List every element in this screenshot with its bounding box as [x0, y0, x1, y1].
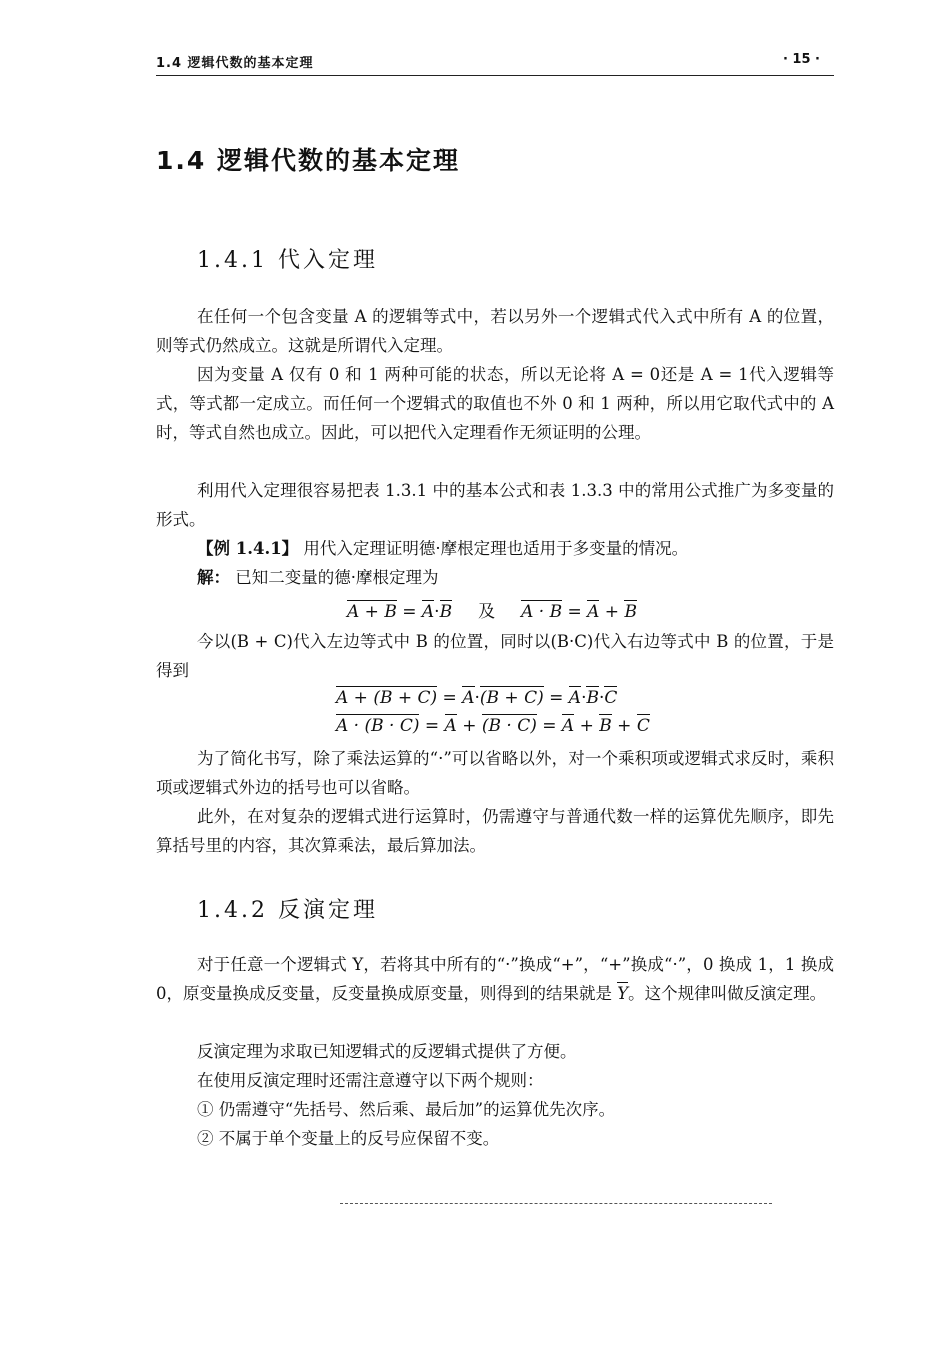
equation-demorgan-three-product [336, 716, 650, 736]
footer-rule [340, 1203, 772, 1204]
header-rule [156, 75, 834, 76]
paragraph-substitution-usage: 利用代入定理很容易把表 1.3.1 中的基本公式和表 1.3.3 中的常用公式推广为多变量的形式。 [156, 481, 834, 529]
example-label: 【例 1.4.1】 [197, 539, 299, 558]
eq2-r2: (B + C) [479, 688, 544, 708]
paragraph-inversion-usage: 反演定理为求取已知逻辑式的反逻辑式提供了方便。 [197, 1042, 577, 1061]
equation-demorgan-two-variable [347, 597, 637, 622]
eq1-rhs-lhs: A · B [521, 602, 563, 622]
eq3-plus-2: + [574, 716, 600, 736]
eq2-dot: · [474, 688, 480, 708]
paragraph-operation-priority: 此外，在对复杂的逻辑式进行运算时，仍需遵守与普通代数一样的运算优先顺序，即先算括号里的内容，其次算乘法，最后算加法。 [156, 807, 834, 855]
paragraph-inversion-rules-intro: 在使用反演定理时还需注意遵守以下两个规则： [197, 1071, 544, 1090]
page-number: · 15 · [782, 52, 820, 67]
solution-line [156, 563, 834, 592]
solution-text: 已知二变量的德·摩根定理为 [230, 568, 439, 587]
equation-demorgan-three-sum [336, 688, 617, 708]
inversion-text-b: 。这个规律叫做反演定理。 [628, 984, 827, 1003]
eq2-equals-2: = [543, 688, 569, 708]
eq3-s3: C [636, 716, 650, 736]
eq1-and: 及 [478, 602, 496, 622]
eq3-plus-3: + [611, 716, 637, 736]
eq3-r2: (B · C) [481, 716, 537, 736]
eq2-s2: B [586, 688, 599, 708]
eq3-s1: A [561, 716, 575, 736]
paragraph-substitution-apply: 今以(B + C)代入左边等式中 B 的位置，同时以(B·C)代入右边等式中 B 的位置，于是得到 [156, 632, 834, 680]
paragraph-inversion-definition [156, 950, 834, 1008]
eq1-equals-2: = [562, 602, 588, 622]
eq2-s1: A [568, 688, 582, 708]
eq3-equals: = [419, 716, 445, 736]
paragraph-substitution-reason: 因为变量 A 仅有 0 和 1 两种可能的状态，所以无论将 A = 0还是 A = 1代入逻辑等式，等式都一定成立。而任何一个逻辑式的取值也不外 0 和 1 两种，所以用它取代式中的 A 时，等式自然也成立。因此，可以把代入定理看作无须证明的公理。 [156, 365, 834, 442]
eq1-b-bar-2: B [624, 602, 637, 622]
paragraph-substitution-definition: 在任何一个包含变量 A 的逻辑等式中，若以另外一个逻辑式代入式中所有 A 的位置，则等式仍然成立。这就是所谓代入定理。 [156, 307, 834, 355]
example-text: 用代入定理证明德·摩根定理也适用于多变量的情况。 [298, 539, 689, 558]
y-bar: Y [617, 984, 629, 1003]
eq3-s2: B [599, 716, 612, 736]
section-title: 1.4 逻辑代数的基本定理 [156, 146, 460, 175]
eq1-lhs: A + B [347, 602, 397, 622]
subsection-title-1-4-1: 1.4.1 代入定理 [197, 248, 378, 273]
running-head [156, 50, 834, 72]
eq2-lhs: A + (B + C) [336, 688, 438, 708]
subsection-title-1-4-2: 1.4.2 反演定理 [197, 898, 378, 923]
eq1-a-bar-2: A [587, 602, 600, 622]
inversion-text-a: 对于任意一个逻辑式 Y，若将其中所有的“·”换成“+”，“+”换成“·”，0 换成 1，1 换成 0，原变量换成反变量，反变量换成原变量，则得到的结果就是 [156, 955, 834, 1003]
eq1-dot: · [434, 602, 440, 622]
rule-item-1: ① 仍需遵守“先括号、然后乘、最后加”的运算优先次序。 [197, 1100, 616, 1119]
eq1-a-bar: A [421, 602, 435, 622]
eq2-s3: C [604, 688, 618, 708]
eq1-b-bar: B [439, 602, 453, 622]
paragraph-simplify-notation: 为了简化书写，除了乘法运算的“·”可以省略以外，对一个乘积项或逻辑式求反时，乘积项或逻辑式外边的括号也可以省略。 [156, 749, 834, 797]
eq1-plus: + [599, 602, 625, 622]
eq3-r1: A [444, 716, 457, 736]
eq2-r1: A [462, 688, 475, 708]
eq3-equals-2: = [536, 716, 562, 736]
eq3-plus: + [456, 716, 482, 736]
eq2-dot-3: · [598, 688, 605, 708]
eq1-equals: = [396, 602, 422, 622]
eq2-dot-2: · [581, 688, 587, 708]
eq2-equals: = [437, 688, 463, 708]
running-head-section: 1.4 逻辑代数的基本定理 [156, 56, 314, 71]
eq3-lhs: A · (B · C) [336, 716, 420, 736]
rule-item-2: ② 不属于单个变量上的反号应保留不变。 [197, 1129, 500, 1148]
example-1-4-1 [156, 534, 834, 563]
solution-label: 解： [197, 568, 230, 587]
